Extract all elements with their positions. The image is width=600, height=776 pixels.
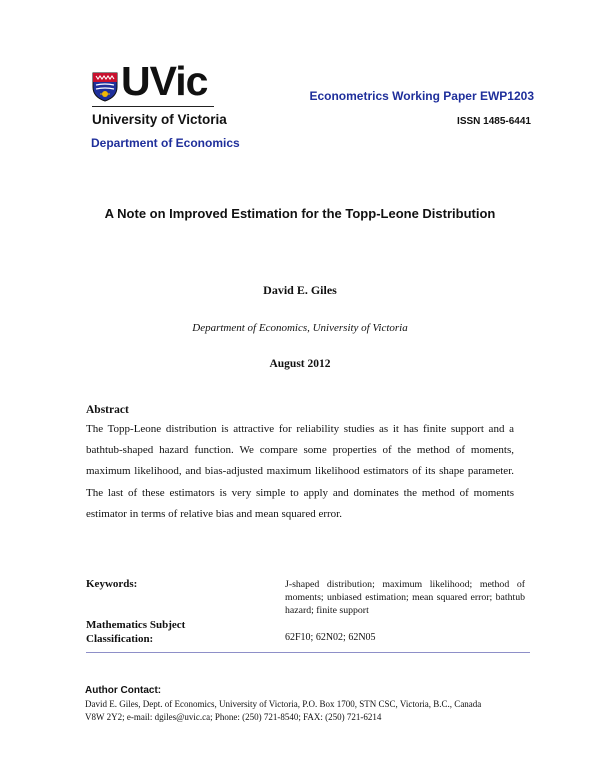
working-paper-id: Econometrics Working Paper EWP1203 [309, 89, 534, 103]
uvic-logo [92, 58, 242, 140]
contact-details [85, 698, 525, 723]
author-name: David E. Giles [263, 283, 337, 297]
contact-line-1: David E. Giles, Dept. of Economics, University of Victoria, P.O. Box 1700, STN CSC, Victoria, B.C., Canada [85, 699, 482, 709]
logo-divider [92, 106, 214, 107]
contact-line-2: V8W 2Y2; e-mail: dgiles@uvic.ca; Phone: (250) 721-8540; FAX: (250) 721-6214 [85, 711, 382, 722]
paper-title: A Note on Improved Estimation for the Topp-Leone Distribution [104, 206, 496, 221]
classification-label [86, 618, 185, 646]
classification-label-line2: Classification: [86, 633, 154, 645]
publication-date: August 2012 [269, 358, 331, 370]
logo-wordmark: UVic [121, 58, 208, 104]
section-divider [86, 652, 530, 653]
logo-university-name: University of Victoria [92, 112, 227, 127]
classification-codes: 62F10; 62N02; 62N05 [285, 632, 376, 643]
contact-heading: Author Contact: [85, 685, 162, 696]
keywords-label: Keywords: [86, 578, 138, 590]
author-affiliation: Department of Economics, University of Victoria [192, 322, 408, 334]
abstract-text: The Topp-Leone distribution is attractive for reliability studies as it has finite support and a bathtub-shaped hazard function. We compare some properties of the method of moments, maximum likelihood, and bias-adjusted maximum likelihood estimators of its shape parameter. The last of these estimators is very simple to apply and dominates the method of moments estimator in terms of relative bias and mean squared error. [86, 423, 514, 520]
abstract-heading: Abstract [86, 404, 129, 416]
keywords-text: J-shaped distribution; maximum likelihood; method of moments; unbiased estimation; mean squared error; bathtub hazard; finite support [285, 579, 525, 616]
department-name: Department of Economics [91, 136, 240, 150]
uvic-crest-icon [92, 72, 118, 102]
classification-label-line1: Mathematics Subject [86, 619, 186, 631]
issn: ISSN 1485-6441 [457, 116, 531, 127]
